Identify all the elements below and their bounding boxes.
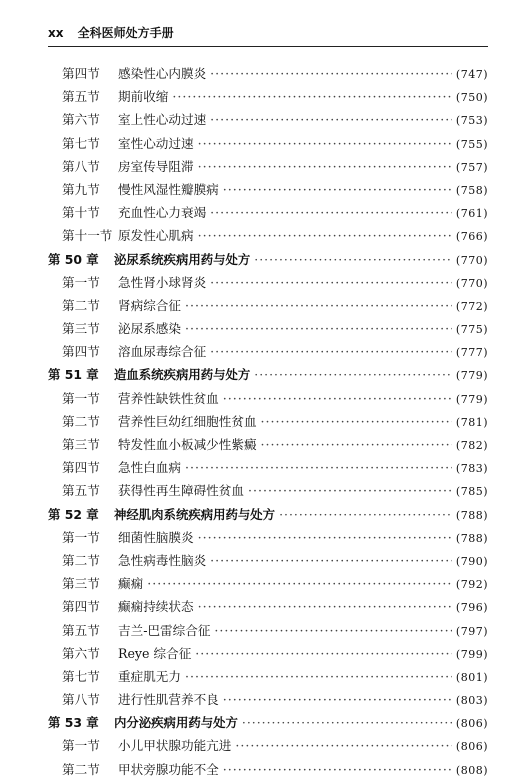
dot-leader	[195, 642, 452, 665]
toc-section-entry	[48, 294, 488, 317]
toc-entry-number: 第 51 章	[48, 367, 99, 383]
toc-entry-title: 小儿甲状腺功能亢进	[118, 738, 232, 754]
dot-leader	[210, 108, 452, 131]
toc-section-entry	[48, 456, 488, 479]
toc-entry-number: 第三节	[62, 321, 100, 337]
toc-entry-number: 第 50 章	[48, 251, 99, 267]
toc-section-entry	[48, 595, 488, 618]
toc-entry-page: (770)	[455, 253, 488, 267]
dot-leader	[254, 248, 452, 271]
dot-leader	[185, 665, 452, 688]
toc-entry-title: 溶血尿毒综合征	[118, 344, 207, 360]
toc-entry-number: 第十节	[62, 205, 100, 221]
toc-entry-title: 获得性再生障碍性贫血	[118, 483, 244, 499]
toc-entry-page: (770)	[455, 276, 488, 290]
toc-entry-title: 特发性血小板减少性紫癜	[118, 437, 257, 452]
toc-section-entry	[48, 410, 488, 433]
toc-section-entry	[48, 433, 488, 456]
toc-entry-page: (806)	[455, 717, 488, 731]
toc-entry-title: Reye 综合征	[118, 645, 192, 661]
toc-entry-title: 急性病毒性脑炎	[118, 552, 207, 568]
dot-leader	[198, 526, 452, 549]
toc-entry-number: 第八节	[62, 692, 100, 708]
toc-entry-page: (783)	[455, 462, 488, 476]
toc-entry-page: (757)	[455, 160, 488, 174]
toc-entry-title: 充血性心力衰竭	[118, 205, 207, 221]
toc-entry-number: 第 52 章	[48, 506, 99, 522]
header-rule	[48, 46, 488, 47]
dot-leader	[261, 410, 452, 433]
toc-entry-number: 第十一节	[62, 228, 113, 244]
toc-entry-page: (775)	[455, 323, 488, 337]
dot-leader	[198, 224, 452, 247]
dot-leader	[223, 387, 452, 410]
toc-entry-number: 第一节	[62, 529, 100, 545]
dot-leader	[185, 317, 452, 340]
running-header	[48, 24, 488, 44]
toc-entry-number: 第二节	[62, 413, 100, 429]
toc-entry-page: (761)	[455, 207, 488, 221]
dot-leader	[210, 201, 452, 224]
toc-entry-title: 肾病综合征	[118, 297, 181, 313]
toc-entry-page: (797)	[455, 624, 488, 638]
dot-leader	[214, 619, 451, 642]
dot-leader	[248, 479, 452, 502]
toc-entry-page: (782)	[455, 439, 488, 452]
dot-leader	[223, 688, 452, 711]
dot-leader	[235, 734, 452, 757]
toc-section-entry	[48, 155, 488, 178]
header-page-number: xx	[48, 26, 64, 40]
toc-entry-number: 第二节	[62, 552, 100, 568]
toc-section-entry	[48, 619, 488, 642]
toc-entry-page: (788)	[455, 531, 488, 545]
dot-leader	[254, 363, 452, 386]
header-book-title: 全科医师处方手册	[77, 26, 174, 40]
toc-entry-number: 第三节	[62, 576, 100, 592]
toc-entry-page: (758)	[455, 183, 488, 197]
toc-entry-title: 细菌性脑膜炎	[118, 529, 194, 545]
toc-entry-number: 第九节	[62, 181, 100, 197]
toc-entry-number: 第四节	[62, 460, 100, 476]
toc-entry-page: (753)	[455, 114, 488, 128]
dot-leader	[210, 340, 452, 363]
toc-section-entry	[48, 224, 488, 247]
toc-section-entry	[48, 387, 488, 410]
toc-entry-title: 急性肾小球肾炎	[118, 274, 207, 290]
toc-section-entry	[48, 340, 488, 363]
toc-entry-number: 第六节	[62, 645, 100, 661]
dot-leader	[147, 572, 452, 595]
toc-entry-title: 进行性肌营养不良	[118, 692, 219, 708]
toc-entry-page: (750)	[455, 91, 488, 105]
toc-entry-page: (808)	[455, 763, 488, 777]
toc-chapter-entry	[48, 711, 488, 734]
dot-leader	[185, 294, 452, 317]
toc-entry-title: 室性心动过速	[118, 135, 194, 151]
toc-entry-number: 第 53 章	[48, 715, 99, 731]
toc-entry-title: 癫痫	[118, 576, 144, 592]
toc-entry-page: (788)	[455, 508, 488, 522]
toc-entry-number: 第七节	[62, 668, 100, 684]
dot-leader	[198, 132, 452, 155]
toc-entry-title: 泌尿系感染	[118, 321, 181, 337]
toc-entry-number: 第二节	[62, 761, 100, 777]
toc-entry-page: (779)	[455, 369, 488, 383]
toc-entry-page: (755)	[455, 137, 488, 151]
toc-entry-page: (796)	[455, 601, 488, 615]
toc-entry-page: (747)	[455, 68, 488, 81]
toc-entry-title: 感染性心内膜炎	[118, 66, 207, 81]
toc-entry-number: 第一节	[62, 390, 100, 406]
dot-leader	[242, 711, 452, 734]
toc-entry-page: (777)	[455, 346, 488, 360]
toc-entry-page: (792)	[455, 578, 488, 592]
toc-chapter-entry	[48, 363, 488, 386]
toc-entry-title: 癫痫持续状态	[118, 599, 194, 615]
toc-section-entry	[48, 665, 488, 688]
toc-chapter-entry	[48, 503, 488, 526]
toc-section-entry	[48, 271, 488, 294]
dot-leader	[223, 758, 452, 781]
dot-leader	[261, 433, 452, 456]
dot-leader	[210, 549, 452, 572]
toc-section-entry	[48, 758, 488, 781]
toc-entry-number: 第四节	[62, 66, 100, 81]
toc-entry-title: 重症肌无力	[118, 668, 181, 684]
toc-entry-title: 室上性心动过速	[118, 112, 207, 128]
toc-entry-title: 营养性巨幼红细胞性贫血	[118, 413, 257, 429]
toc-entry-title: 慢性风湿性瓣膜病	[118, 181, 219, 197]
toc-entry-title: 泌尿系统疾病用药与处方	[114, 251, 251, 267]
toc-entry-number: 第八节	[62, 158, 100, 174]
dot-leader	[172, 85, 452, 108]
toc-entry-number: 第五节	[62, 483, 100, 499]
toc-section-entry	[48, 62, 488, 85]
toc-chapter-entry	[48, 248, 488, 271]
toc-entry-title: 营养性缺铁性贫血	[118, 390, 219, 406]
toc-section-entry	[48, 572, 488, 595]
toc-entry-number: 第一节	[62, 274, 100, 290]
dot-leader	[210, 62, 452, 85]
toc-section-entry	[48, 688, 488, 711]
toc-section-entry	[48, 132, 488, 155]
toc-entry-page: (785)	[455, 485, 488, 499]
toc-entry-page: (779)	[455, 392, 488, 406]
toc-entry-title: 神经肌肉系统疾病用药与处方	[114, 506, 276, 522]
toc-section-entry	[48, 178, 488, 201]
toc-entry-number: 第七节	[62, 135, 100, 151]
toc-entry-page: (790)	[455, 554, 488, 568]
table-of-contents	[48, 62, 488, 781]
toc-entry-page: (799)	[455, 647, 488, 661]
toc-entry-title: 吉兰-巴雷综合征	[118, 622, 211, 638]
toc-entry-page: (781)	[455, 415, 488, 429]
toc-entry-title: 内分泌疾病用药与处方	[114, 715, 238, 731]
toc-entry-number: 第六节	[62, 112, 100, 128]
toc-section-entry	[48, 317, 488, 340]
toc-entry-page: (803)	[455, 694, 488, 708]
dot-leader	[210, 271, 452, 294]
toc-entry-number: 第四节	[62, 344, 100, 360]
toc-entry-number: 第四节	[62, 599, 100, 615]
toc-section-entry	[48, 642, 488, 665]
toc-entry-title: 甲状旁腺功能不全	[118, 761, 219, 777]
dot-leader	[185, 456, 452, 479]
toc-section-entry	[48, 549, 488, 572]
toc-section-entry	[48, 734, 488, 757]
toc-entry-number: 第一节	[62, 738, 100, 754]
toc-entry-number: 第二节	[62, 297, 100, 313]
toc-entry-page: (806)	[455, 740, 488, 754]
toc-entry-title: 期前收缩	[118, 89, 169, 105]
toc-section-entry	[48, 526, 488, 549]
toc-section-entry	[48, 479, 488, 502]
toc-entry-title: 急性白血病	[118, 460, 181, 476]
toc-entry-page: (766)	[455, 230, 488, 244]
dot-leader	[198, 155, 452, 178]
toc-entry-number: 第三节	[62, 437, 100, 452]
dot-leader	[279, 503, 452, 526]
toc-entry-title: 原发性心肌病	[118, 228, 194, 244]
toc-entry-title: 造血系统疾病用药与处方	[114, 367, 251, 383]
toc-entry-number: 第五节	[62, 89, 100, 105]
toc-entry-title: 房室传导阻滞	[118, 158, 194, 174]
toc-entry-page: (801)	[455, 670, 488, 684]
toc-entry-page: (772)	[455, 299, 488, 313]
toc-section-entry	[48, 108, 488, 131]
toc-section-entry	[48, 201, 488, 224]
dot-leader	[198, 595, 452, 618]
dot-leader	[223, 178, 452, 201]
toc-section-entry	[48, 85, 488, 108]
toc-entry-number: 第五节	[62, 622, 100, 638]
